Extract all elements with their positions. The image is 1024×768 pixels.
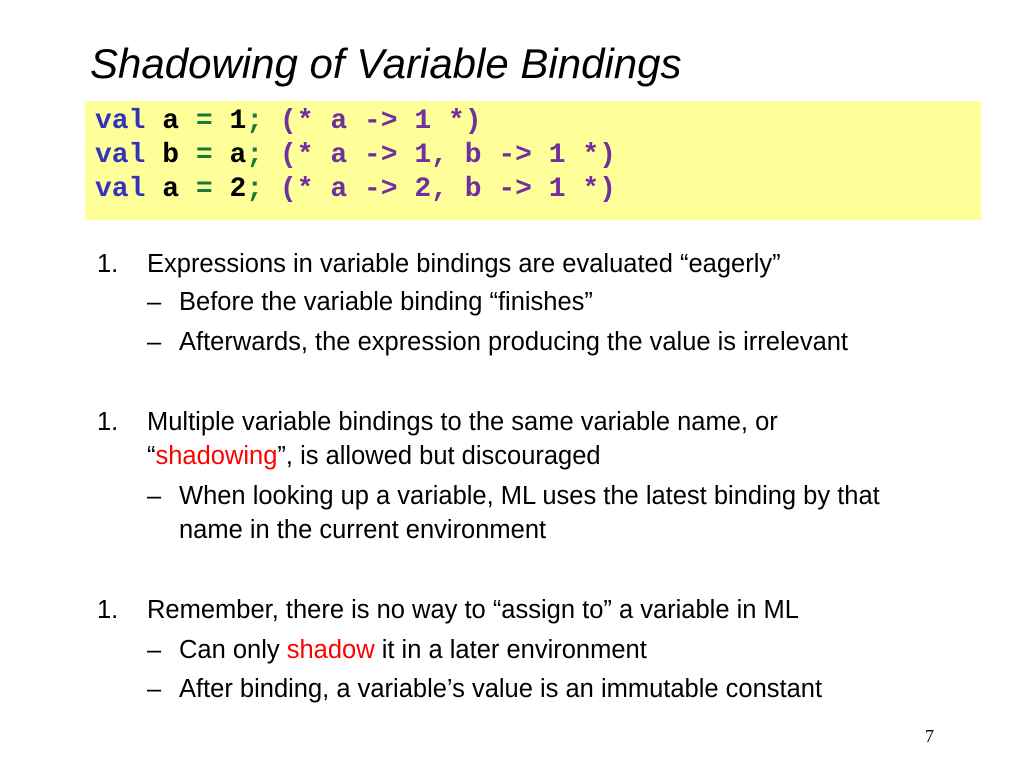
identifier: a xyxy=(162,174,180,205)
list-number: 1. xyxy=(97,596,119,624)
keyword: val xyxy=(95,140,146,171)
code-block xyxy=(85,101,981,220)
code-line xyxy=(95,173,616,207)
sub-bullet-text: name in the current environment xyxy=(179,516,547,544)
sub-bullet-text xyxy=(179,635,647,665)
bullet-text: Multiple variable bindings to the same variable name, or xyxy=(147,408,778,436)
identifier: a xyxy=(162,106,180,137)
keyword: val xyxy=(95,174,146,205)
semicolon: ; xyxy=(246,106,264,137)
identifier: b xyxy=(162,140,180,171)
highlight-text: shadowing xyxy=(155,442,278,470)
text: “ xyxy=(147,442,156,470)
page-number: 7 xyxy=(925,726,934,746)
sub-bullet-text: Before the variable binding “finishes” xyxy=(179,288,593,316)
comment: (* a -> 1 *) xyxy=(279,106,482,137)
operator: = xyxy=(195,174,213,205)
dash: – xyxy=(147,636,162,664)
list-number: 1. xyxy=(97,250,119,278)
bullet-text: Remember, there is no way to “assign to” a variable in ML xyxy=(147,596,799,624)
text: Can only xyxy=(179,636,287,664)
value: 2 xyxy=(229,174,247,205)
keyword: val xyxy=(95,106,146,137)
dash: – xyxy=(147,328,162,356)
bullet-text: Expressions in variable bindings are evaluated “eagerly” xyxy=(147,250,781,278)
bullet-text xyxy=(147,441,601,471)
operator: = xyxy=(195,140,213,171)
comment: (* a -> 2, b -> 1 *) xyxy=(279,174,616,205)
text: ”, is allowed but discouraged xyxy=(277,442,601,470)
code-line xyxy=(95,139,616,173)
slide-title: Shadowing of Variable Bindings xyxy=(90,40,682,87)
dash: – xyxy=(147,675,162,703)
sub-bullet-text: When looking up a variable, ML uses the latest binding by that xyxy=(179,482,880,510)
dash: – xyxy=(147,482,162,510)
value: 1 xyxy=(229,106,247,137)
semicolon: ; xyxy=(246,140,264,171)
semicolon: ; xyxy=(246,174,264,205)
operator: = xyxy=(195,106,213,137)
code-line xyxy=(95,105,482,139)
sub-bullet-text: After binding, a variable’s value is an immutable constant xyxy=(179,675,823,703)
sub-bullet-text: Afterwards, the expression producing the value is irrelevant xyxy=(179,328,849,356)
comment: (* a -> 1, b -> 1 *) xyxy=(279,140,616,171)
text: it in a later environment xyxy=(374,636,647,664)
value: a xyxy=(229,140,247,171)
highlight-text: shadow xyxy=(286,636,375,664)
dash: – xyxy=(147,288,162,316)
list-number: 1. xyxy=(97,408,119,436)
